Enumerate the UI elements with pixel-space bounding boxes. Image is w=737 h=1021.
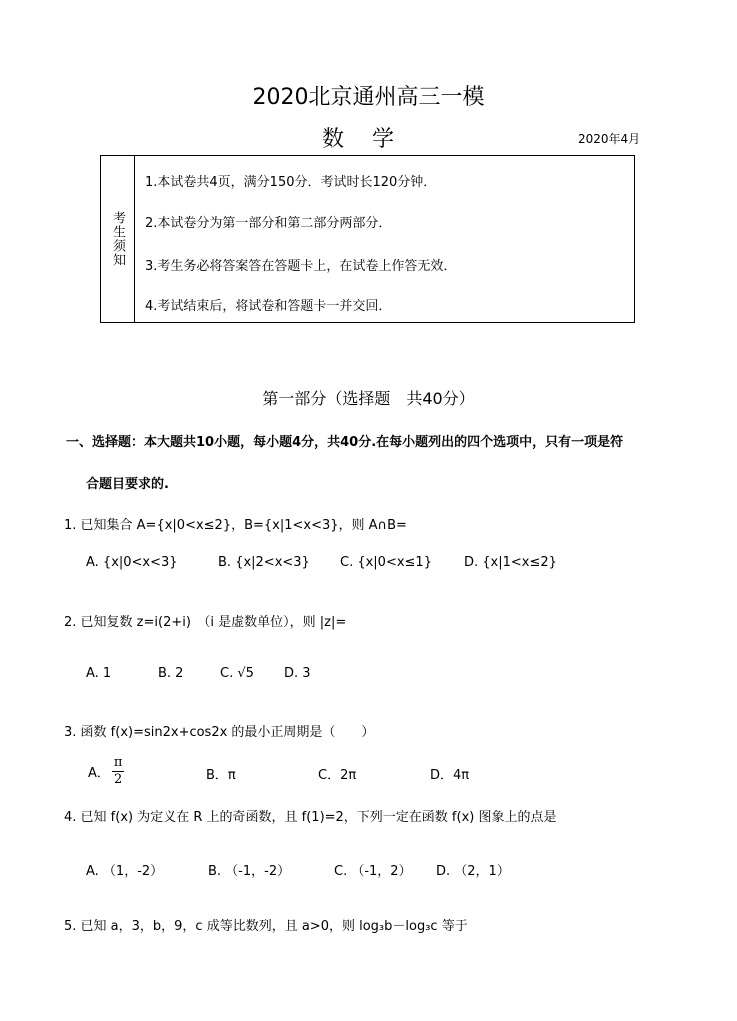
fraction-denominator: 2 — [114, 772, 123, 787]
notice-rule-4: 4.考试结束后，将试卷和答题卡一并交回． — [145, 299, 392, 314]
question-1-option-d: D. {x|1<x≤2} — [464, 555, 557, 570]
question-3-option-a-fraction — [112, 755, 125, 788]
question-3-option-b: B．π — [206, 768, 236, 783]
question-2-option-d: D. 3 — [284, 666, 311, 681]
question-3-option-a-label: A． — [88, 766, 110, 781]
question-2-option-a: A. 1 — [86, 666, 112, 681]
candidate-notice-box — [100, 155, 635, 323]
question-2-option-c: C. √5 — [220, 666, 254, 681]
subject-title: 数学 — [322, 127, 423, 152]
question-1-option-b: B. {x|2<x<3} — [218, 555, 310, 570]
question-3-option-d: D．4π — [430, 768, 470, 783]
notice-rule-1: 1.本试卷共4页，满分150分．考试时长120分钟． — [145, 175, 437, 190]
question-4-option-b: B. （-1，-2） — [208, 864, 291, 879]
question-1-stem: 1. 已知集合 A={x|0<x≤2}，B={x|1<x<3}，则 A∩B= — [64, 518, 407, 533]
notice-rule-2: 2.本试卷分为第一部分和第二部分两部分． — [145, 216, 392, 231]
question-2-option-b: B. 2 — [158, 666, 184, 681]
question-4-option-d: D. （2，1） — [436, 864, 510, 879]
question-2-stem: 2. 已知复数 z=i(2+i) （i 是虚数单位），则 |z|= — [64, 615, 347, 630]
question-3-option-c: C．2π — [318, 768, 357, 783]
notice-label-cell — [101, 156, 135, 322]
question-4-option-c: C. （-1，2） — [334, 864, 412, 879]
part-one-title: 第一部分（选择题 共40分） — [262, 389, 475, 408]
notice-label: 考生须知 — [110, 211, 125, 267]
question-3-stem: 3. 函数 f(x)=sin2x+cos2x 的最小正周期是（ ） — [64, 725, 375, 740]
exam-date: 2020年4月 — [578, 132, 641, 146]
question-3-option-a — [88, 755, 124, 788]
question-1-option-a: A. {x|0<x<3} — [86, 555, 178, 570]
question-1-option-c: C. {x|0<x≤1} — [340, 555, 432, 570]
question-4-option-a: A. （1，-2） — [86, 864, 164, 879]
exam-title: 2020北京通州高三一模 — [252, 85, 485, 110]
section-heading-line1: 一、选择题：本大题共10小题，每小题4分，共40分.在每小题列出的四个选项中，只有一项是符 — [66, 435, 624, 450]
notice-rule-3: 3.考生务必将答案答在答题卡上，在试卷上作答无效． — [145, 259, 457, 274]
fraction-numerator: π — [113, 755, 123, 770]
question-5-stem: 5. 已知 a，3，b，9，c 成等比数列，且 a>0，则 log₃b－log₃c 等于 — [64, 919, 468, 934]
question-4-stem: 4. 已知 f(x) 为定义在 R 上的奇函数，且 f(1)=2，下列一定在函数 f(x) 图象上的点是 — [64, 810, 557, 825]
section-heading-line2: 合题目要求的. — [86, 477, 169, 492]
